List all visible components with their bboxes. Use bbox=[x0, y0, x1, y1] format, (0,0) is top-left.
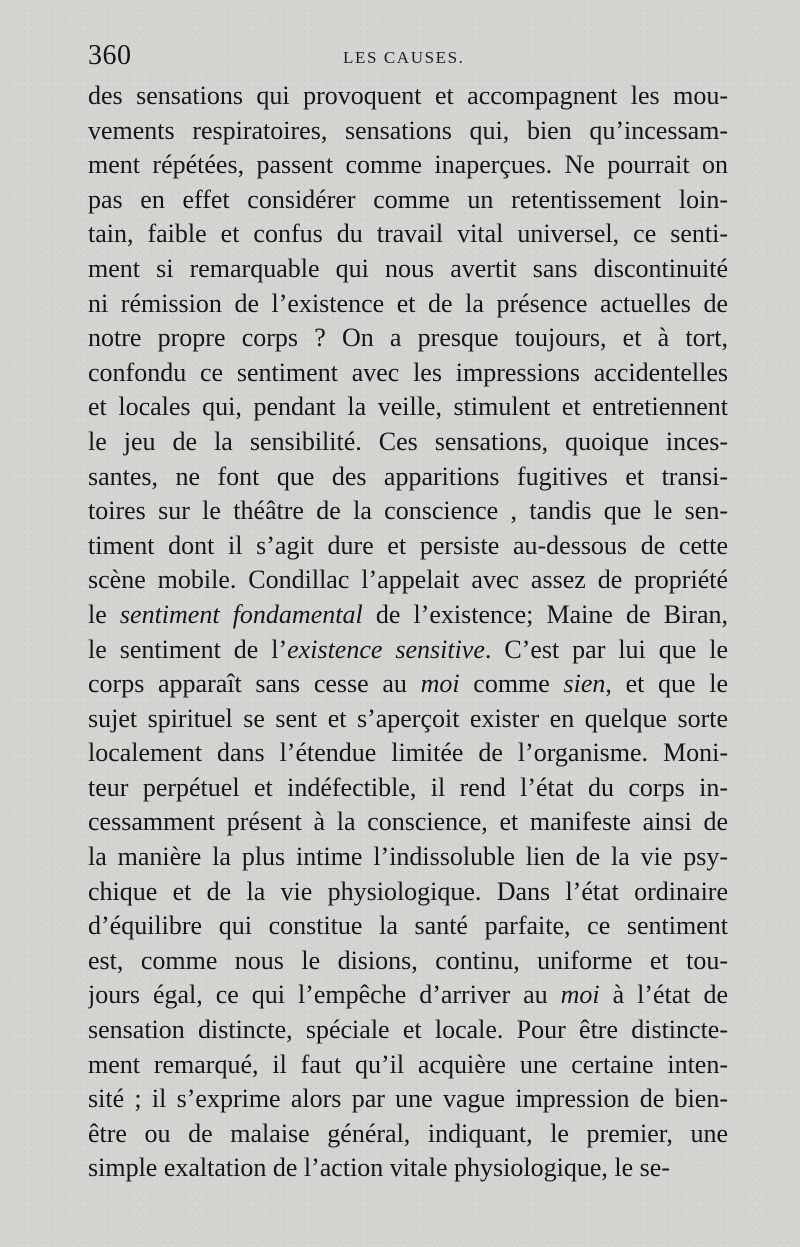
text-run: localement dans l’étendue limitée de l’organisme. Moni- bbox=[88, 738, 728, 768]
text-line bbox=[88, 79, 728, 114]
text-run: corps apparaît sans cesse au bbox=[88, 669, 421, 699]
text-line bbox=[88, 1082, 728, 1117]
text-line bbox=[88, 667, 728, 702]
text-run: vements respiratoires, sensations qui, bien qu’incessam- bbox=[88, 115, 728, 145]
text-run: le bbox=[88, 599, 120, 629]
text-run: sité ; il s’exprime alors par une vague impression de bien- bbox=[88, 1084, 728, 1114]
text-run: ment si remarquable qui nous avertit sans discontinuité bbox=[88, 253, 728, 283]
text-run: toires sur le théâtre de la conscience , tandis que le sen- bbox=[88, 496, 728, 526]
text-line bbox=[88, 1151, 728, 1186]
text-line bbox=[88, 598, 728, 633]
text-line bbox=[88, 805, 728, 840]
text-line bbox=[88, 1117, 728, 1152]
text-line bbox=[88, 909, 728, 944]
text-line bbox=[88, 287, 728, 322]
text-line bbox=[88, 425, 728, 460]
text-run: à l’état de bbox=[599, 980, 728, 1010]
text-line bbox=[88, 736, 728, 771]
italic-phrase: sentiment fondamental bbox=[119, 599, 363, 629]
text-line bbox=[88, 978, 728, 1013]
text-run: sujet spirituel se sent et s’aperçoit exister en quelque sorte bbox=[88, 703, 728, 733]
text-run: santes, ne font que des apparitions fugitives et transi- bbox=[88, 461, 728, 491]
text-run: ment remarqué, il faut qu’il acquière une certaine inten- bbox=[88, 1049, 728, 1079]
text-line bbox=[88, 252, 728, 287]
italic-phrase: moi bbox=[560, 980, 600, 1010]
text-run: le sentiment de l’ bbox=[88, 634, 288, 664]
text-run: cessamment présent à la conscience, et manifeste ainsi de bbox=[88, 807, 728, 837]
text-run: est, comme nous le disions, continu, uniforme et tou- bbox=[88, 945, 728, 975]
text-line bbox=[88, 529, 728, 564]
text-run: tain, faible et confus du travail vital universel, ce senti- bbox=[88, 219, 728, 249]
text-run: des sensations qui provoquent et accompagnent les mou- bbox=[88, 81, 728, 110]
text-run: teur perpétuel et indéfectible, il rend l’état du corps in- bbox=[88, 772, 728, 802]
text-run: notre propre corps ? On a presque toujours, et à tort, bbox=[88, 323, 728, 353]
text-line bbox=[88, 460, 728, 495]
text-run: ni rémission de l’existence et de la présence actuelles de bbox=[88, 288, 728, 318]
text-line bbox=[88, 356, 728, 391]
text-run: pas en effet considérer comme un retentissement loin- bbox=[88, 184, 728, 214]
text-line bbox=[88, 840, 728, 875]
text-line bbox=[88, 321, 728, 356]
text-run: la manière la plus intime l’indissoluble lien de la vie psy- bbox=[88, 842, 728, 872]
page-number: 360 bbox=[88, 40, 132, 71]
text-run: être ou de malaise général, indiquant, le premier, une bbox=[88, 1118, 728, 1148]
text-run: d’équilibre qui constitue la santé parfaite, ce sentiment bbox=[88, 911, 728, 941]
text-line bbox=[88, 114, 728, 149]
text-run: comme bbox=[459, 669, 564, 699]
text-line bbox=[88, 183, 728, 218]
text-run: chique et de la vie physiologique. Dans l’état ordinaire bbox=[88, 876, 728, 906]
italic-phrase: sien bbox=[563, 669, 606, 699]
text-line bbox=[88, 1013, 728, 1048]
text-line bbox=[88, 771, 728, 806]
text-line bbox=[88, 494, 728, 529]
text-line bbox=[88, 563, 728, 598]
text-run: timent dont il s’agit dure et persiste au-dessous de cette bbox=[88, 530, 728, 560]
text-line bbox=[88, 944, 728, 979]
page-header bbox=[88, 40, 728, 76]
text-run: sensation distincte, spéciale et locale. Pour être distincte- bbox=[88, 1015, 728, 1045]
text-line bbox=[88, 1048, 728, 1083]
text-run: , et que le bbox=[605, 669, 728, 699]
running-head: LES CAUSES. bbox=[343, 48, 465, 67]
text-line bbox=[88, 390, 728, 425]
text-line bbox=[88, 148, 728, 183]
text-line bbox=[88, 633, 728, 668]
body-text bbox=[88, 79, 728, 1186]
text-run: de l’existence; Maine de Biran, bbox=[362, 599, 728, 629]
italic-phrase: existence sensitive bbox=[287, 634, 485, 664]
text-line bbox=[88, 702, 728, 737]
text-run: simple exaltation de l’action vitale physiologique, le se- bbox=[88, 1153, 670, 1183]
text-run: le jeu de la sensibilité. Ces sensations, quoique inces- bbox=[88, 426, 728, 456]
text-run: jours égal, ce qui l’empêche d’arriver au bbox=[88, 980, 561, 1010]
text-line bbox=[88, 217, 728, 252]
text-run: confondu ce sentiment avec les impressions accidentelles bbox=[88, 357, 728, 387]
text-line bbox=[88, 875, 728, 910]
text-run: et locales qui, pendant la veille, stimulent et entretiennent bbox=[88, 392, 728, 422]
text-run: . C’est par lui que le bbox=[484, 634, 728, 664]
italic-phrase: moi bbox=[420, 669, 460, 699]
text-run: scène mobile. Condillac l’appelait avec assez de propriété bbox=[88, 565, 728, 595]
text-run: ment répétées, passent comme inaperçues. Ne pourrait on bbox=[88, 150, 728, 180]
